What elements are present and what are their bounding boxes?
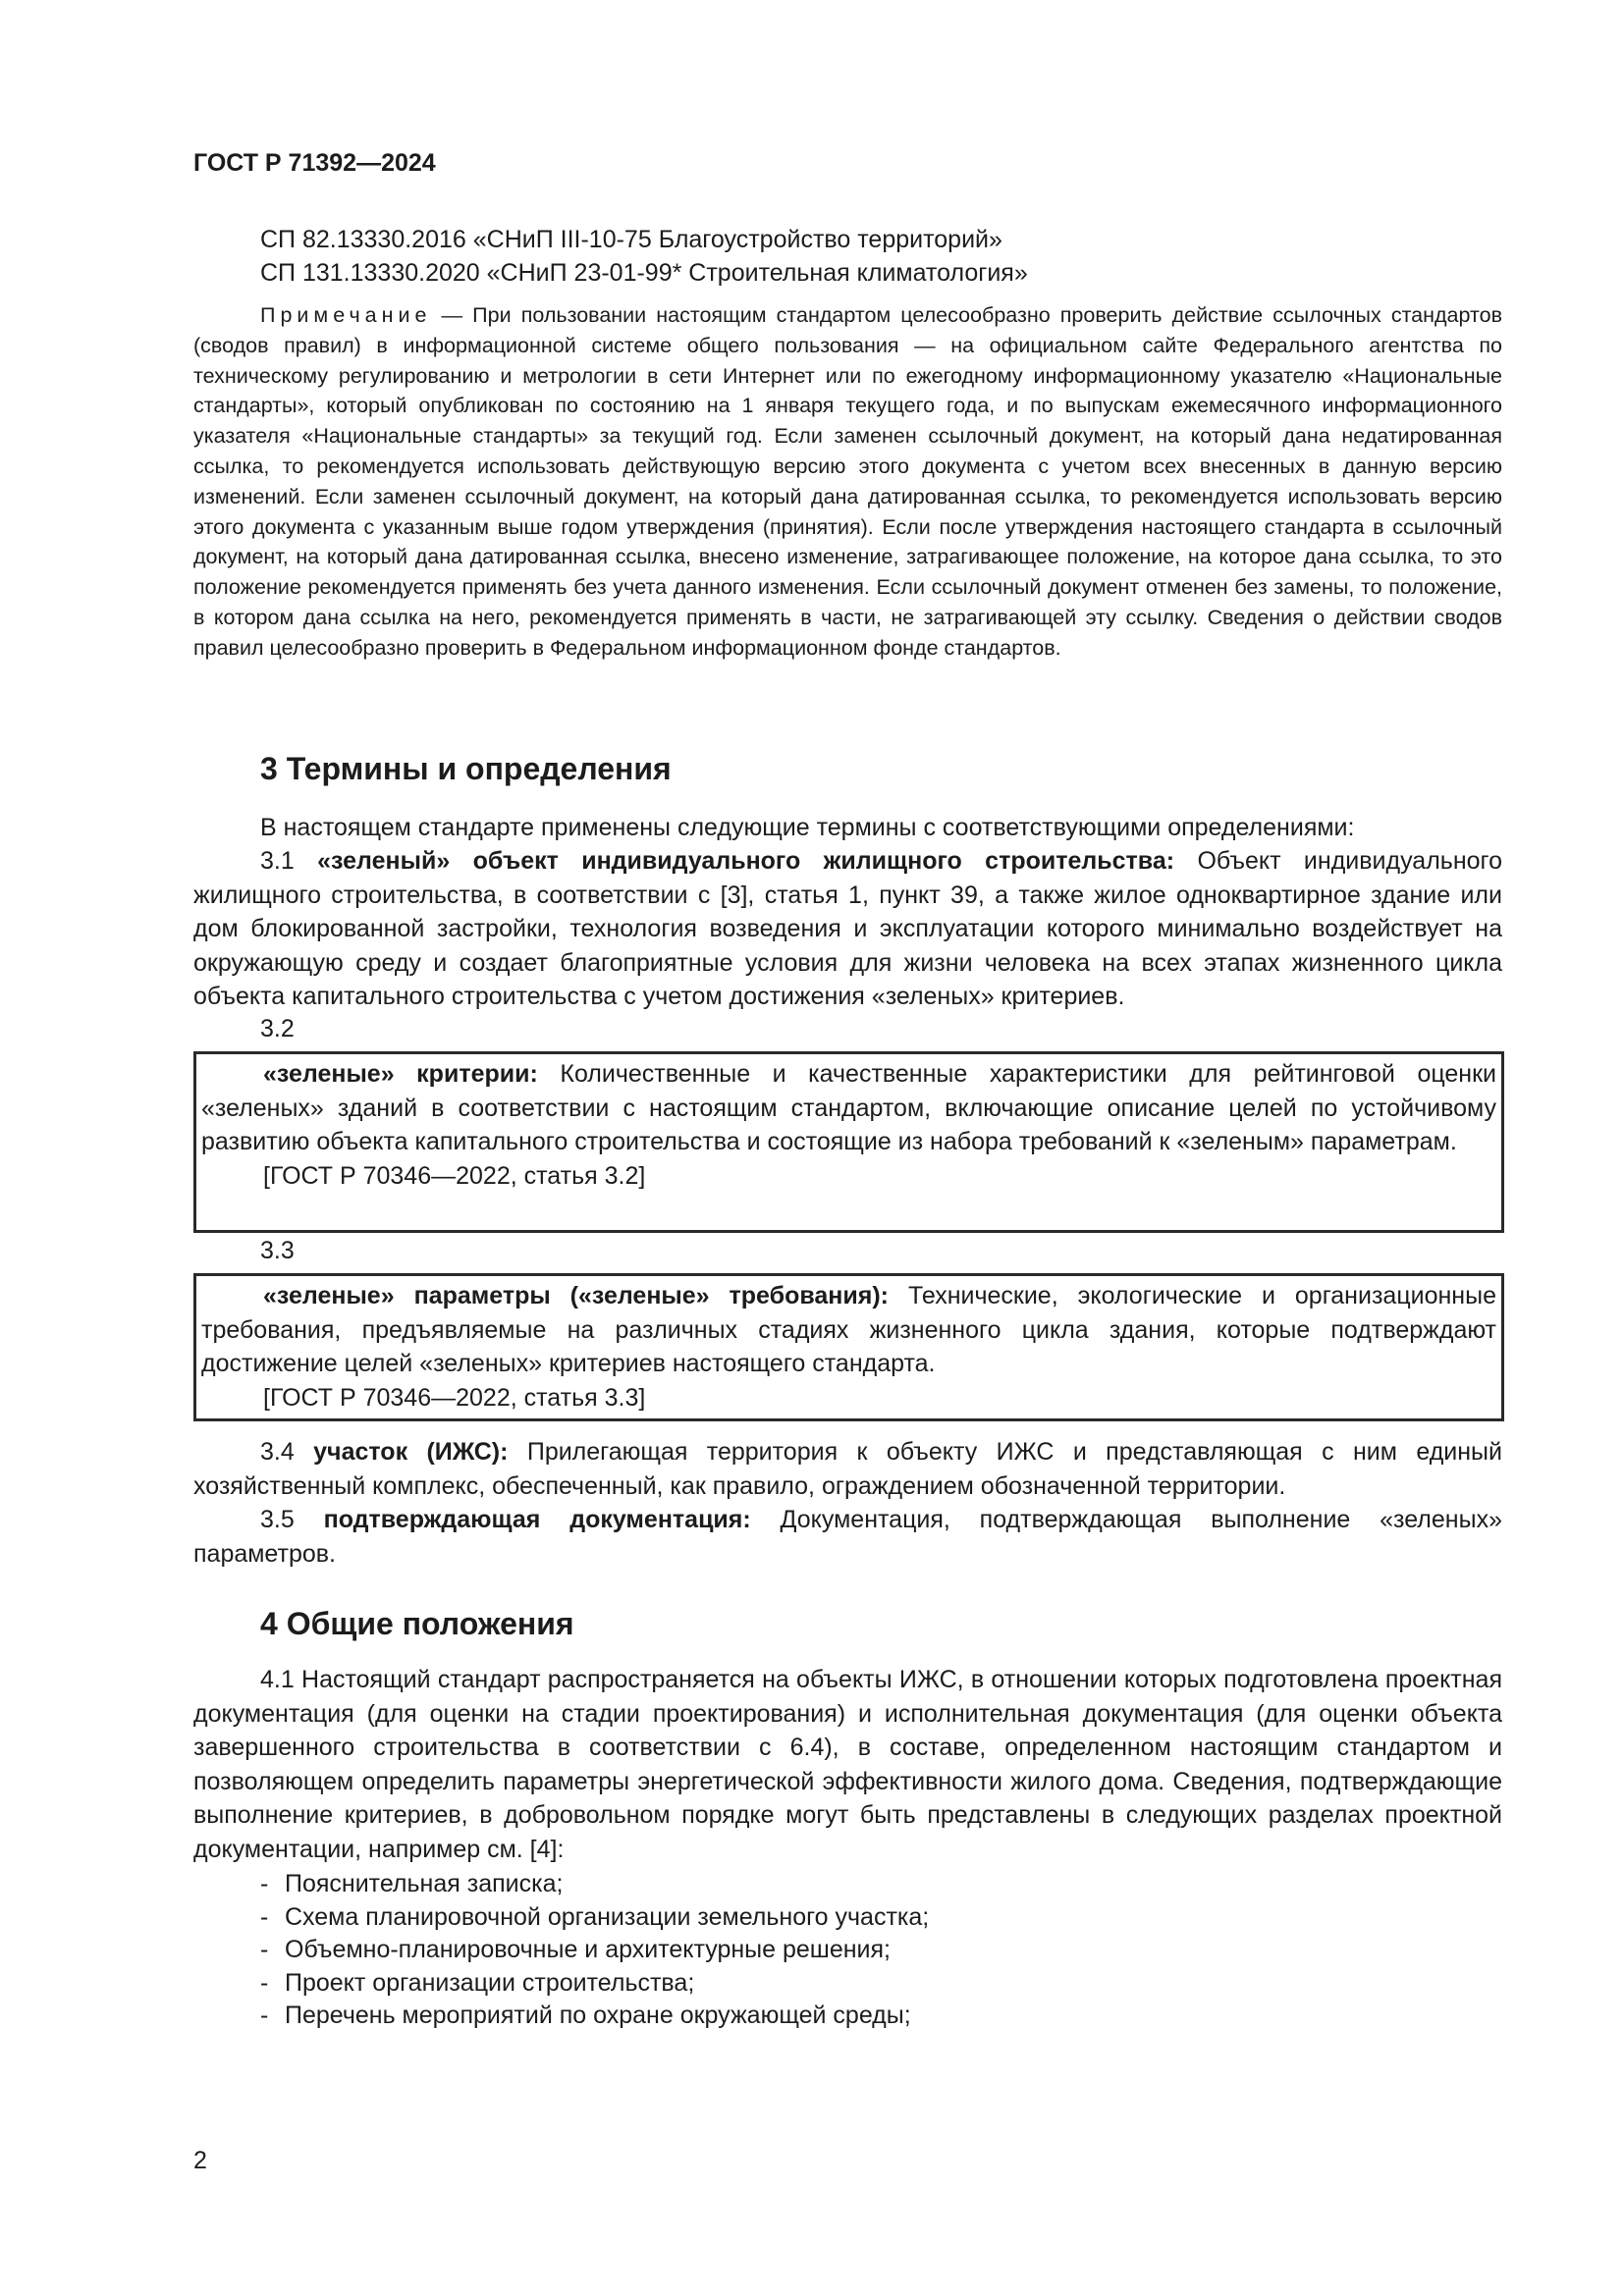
- note-dash: —: [431, 303, 473, 327]
- list-marker: -: [260, 1968, 269, 1997]
- term-definition: Прилегающая территория к объекту ИЖС и представляющая с ним единый хозяйственный комплекс, обеспеченный, как правило, ограждением обозначенной территории.: [193, 1438, 1502, 1500]
- list-marker: -: [260, 1870, 269, 1897]
- term-3-4: [193, 1435, 1502, 1503]
- note-label: Примечание: [260, 303, 432, 327]
- note-paragraph: [193, 300, 1502, 664]
- documentation-list: [260, 1868, 929, 2033]
- list-marker: -: [260, 2002, 269, 2029]
- note-text: При пользовании настоящим стандартом целесообразно проверить действие ссылочных стандартов (сводов правил) в информационной системе общего пользования — на официальном сайте Федерального агентства по техническому регулированию и метрологии в сети Интернет или по ежегодному информационному указателю «Национальные стандарты», который опубликован по состоянию на 1 января текущего года, и по выпускам ежемесячного информационного указателя «Национальные стандарты» за текущий год. Если заменен ссылочный документ, на который дана недатированная ссылка, то рекомендуется использовать действующую версию этого документа с учетом всех внесенных в данную версию изменений. Если заменен ссылочный документ, на который дана датированная ссылка, то рекомендуется использовать версию этого документа с указанным выше годом утверждения (принятия). Если после утверждения настоящего стандарта в ссылочный документ, на который дана датированная ссылка, внесено изменение, затрагивающее положение, на которое дана ссылка, то это положение рекомендуется применять без учета данного изменения. Если ссылочный документ отменен без замены, то положение, в котором дана ссылка на него, рекомендуется применять в части, не затрагивающей эту ссылку. Сведения о действии сводов правил целесообразно проверить в Федеральном информационном фонде стандартов.: [193, 303, 1502, 660]
- term-3-5: [193, 1503, 1502, 1571]
- list-item: - Объемно-планировочные и архитектурные решения;: [260, 1934, 929, 1967]
- term-definition: Объект индивидуального жилищного строительства, в соответствии с [3], статья 1, пункт 39, а также жилое одноквартирное здание или дом блокированной застройки, технология возведения и эксплуатации которого минимально воздействует на окружающую среду и создает благоприятные условия для жизни человека на всех этапах жизненного цикла объекта капитального строительства с учетом достижения «зеленых» критериев.: [193, 847, 1503, 1010]
- term-number: 3.5: [260, 1506, 295, 1533]
- term-number: 3.1: [260, 847, 295, 875]
- term-3-3-number: 3.3: [260, 1237, 295, 1264]
- section-4-heading: 4 Общие положения: [260, 1606, 574, 1641]
- term-definition: Технические, экологические и организационные требования, предъявляемые на различных стадиях жизненного цикла здания, которые подтверждают достижение целей «зеленых» критериев настоящего стандарта.: [201, 1282, 1496, 1377]
- term-name: «зеленые» критерии:: [263, 1060, 538, 1088]
- term-3-3-definition: [201, 1279, 1496, 1381]
- term-3-3-box: [193, 1273, 1504, 1421]
- term-3-2-definition: [201, 1057, 1496, 1159]
- list-item: - Перечень мероприятий по охране окружающей среды;: [260, 2000, 929, 2033]
- term-name: участок (ИЖС):: [313, 1438, 509, 1466]
- list-marker: -: [260, 1936, 269, 1963]
- list-item: - Схема планировочной организации земельного участка;: [260, 1901, 929, 1935]
- section-3-intro: В настоящем стандарте применены следующие термины с соответствующими определениями:: [260, 814, 1355, 841]
- term-definition: Документация, подтверждающая выполнение «зеленых» параметров.: [193, 1506, 1502, 1568]
- term-number: 3.4: [260, 1438, 295, 1466]
- page-number: 2: [193, 2147, 207, 2174]
- term-3-1: [193, 844, 1502, 1014]
- reference-list: [260, 223, 1028, 290]
- reference-item: СП 131.13330.2020 «СНиП 23-01-99* Строительная климатология»: [260, 259, 1028, 287]
- list-item: - Пояснительная записка;: [260, 1868, 929, 1901]
- term-3-2-box: [193, 1051, 1504, 1233]
- term-3-2-source: [ГОСТ Р 70346—2022, статья 3.2]: [263, 1161, 646, 1190]
- document-header: ГОСТ Р 71392—2024: [193, 149, 436, 177]
- term-3-3-source: [ГОСТ Р 70346—2022, статья 3.3]: [263, 1383, 646, 1412]
- term-name: «зеленые» параметры («зеленые» требования):: [263, 1282, 889, 1309]
- term-name: подтверждающая документация:: [323, 1506, 751, 1533]
- section-3-heading: 3 Термины и определения: [260, 751, 672, 786]
- list-marker: -: [260, 1902, 269, 1931]
- reference-item: СП 82.13330.2016 «СНиП III-10-75 Благоустройство территорий»: [260, 226, 1002, 253]
- list-item: - Проект организации строительства;: [260, 1967, 929, 2001]
- term-3-2-number: 3.2: [260, 1015, 295, 1042]
- term-name: «зеленый» объект индивидуального жилищного строительства:: [317, 847, 1175, 875]
- paragraph-4-1: 4.1 Настоящий стандарт распространяется на объекты ИЖС, в отношении которых подготовлена проектная документация (для оценки на стадии проектирования) и исполнительная документация (для оценки объекта завершенного строительства в соответствии с 6.4), в составе, определенном настоящим стандартом и позволяющем определить параметры энергетической эффективности жилого дома. Сведения, подтверждающие выполнение критериев, в добровольном порядке могут быть представлены в следующих разделах проектной документации, например см. [4]:: [193, 1666, 1502, 1863]
- term-definition: Количественные и качественные характеристики для рейтинговой оценки «зеленых» зданий в соответствии с настоящим стандартом, включающие описание целей по устойчивому развитию объекта капитального строительства и состоящие из набора требований к «зеленым» параметрам.: [201, 1060, 1497, 1155]
